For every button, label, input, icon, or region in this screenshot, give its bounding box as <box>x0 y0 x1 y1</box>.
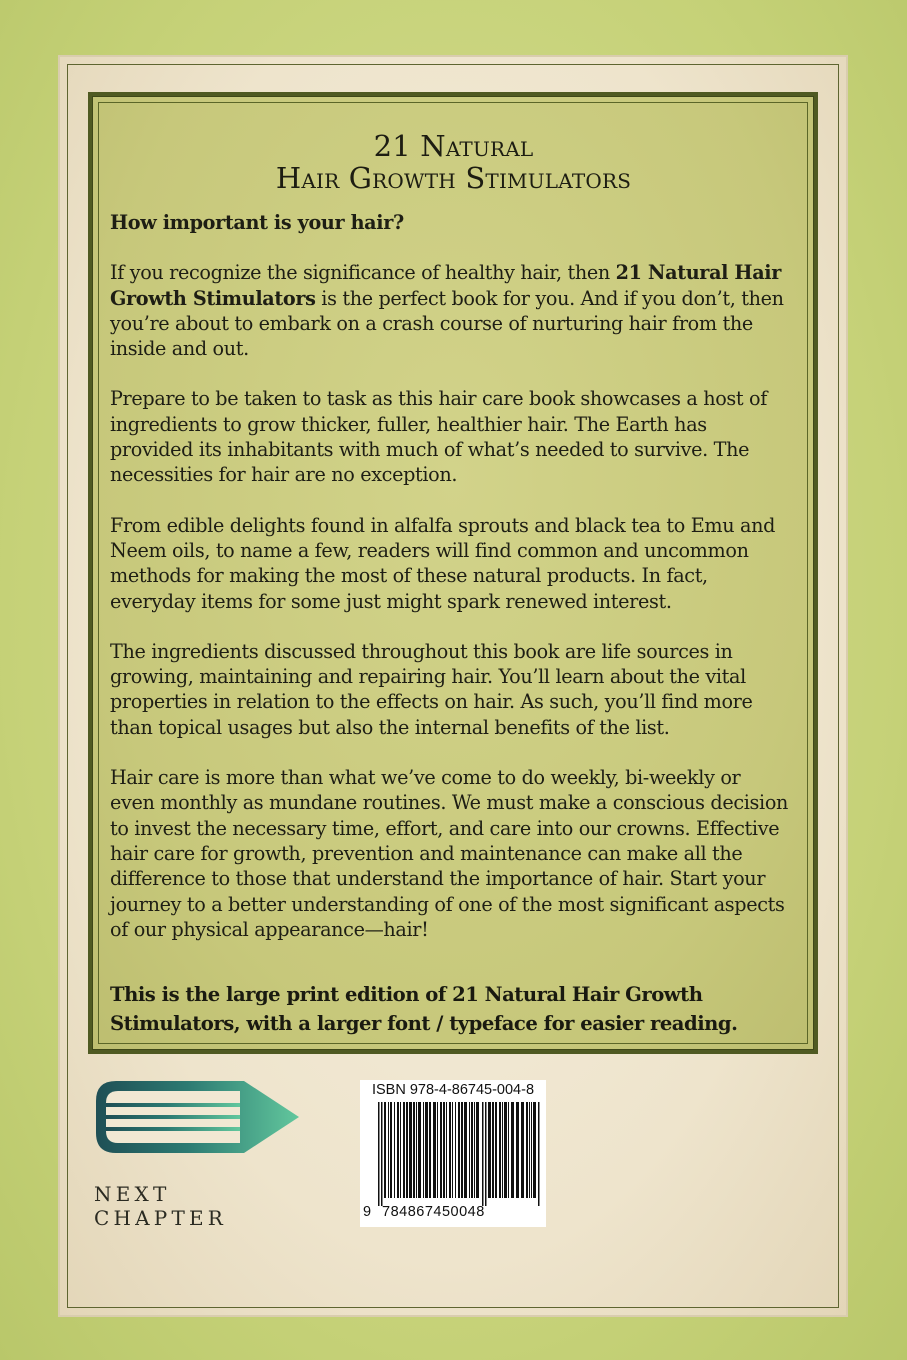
large-print-note: This is the large print edition of 21 Natural Hair Growth Stimulators, with a larger font / typeface for easier reading. <box>110 983 738 1035</box>
blurb-paragraph-5: Hair care is more than what we’ve come to do weekly, bi-weekly or even monthly as mundane routines. We must make a conscious decision to invest the necessary time, effort, and care into our crowns. Effective hair care for growth, prevention and maintenance can make all the difference to those that understand the importance of hair. Start your journey to a better understanding of one of the most significant aspects of our physical appearance—hair! <box>110 766 789 941</box>
blurb-paragraph-3: From edible delights found in alfalfa sprouts and black tea to Emu and Neem oils, to name a few, readers will find common and uncommon methods for making the most of these natural products. In fact, everyday items for some just might spark renewed interest. <box>110 513 776 613</box>
p1-text-start: If you recognize the significance of healthy hair, then <box>110 261 616 285</box>
blurb-paragraph-2: Prepare to be taken to task as this hair care book showcases a host of ingredients to grow thicker, fuller, healthier hair. The Earth has provided its inhabitants with much of what’s needed to survive. The necessities for hair are no exception. <box>110 387 767 487</box>
blurb-paragraph-1 <box>110 260 790 361</box>
isbn-barcode <box>360 1080 546 1227</box>
blurb-question: How important is your hair? <box>110 211 404 234</box>
blurb-text <box>110 210 790 967</box>
barcode-bars <box>364 1102 542 1206</box>
p1-text-end: is the perfect book for you. And if you don’t, then you’re about to embark on a crash course of nurturing hair from the inside and out. <box>110 286 784 361</box>
isbn-label: ISBN 978-4-86745-004-8 <box>371 1082 535 1098</box>
barcode-first-digit: 9 <box>363 1204 372 1220</box>
book-title-line-1: 21 Natural <box>373 129 534 163</box>
p1-book-name: 21 Natural Hair Growth Stimulators <box>110 261 781 310</box>
book-title-line-2: Hair Growth Stimulators <box>275 161 632 195</box>
publisher-name: NEXT CHAPTER <box>94 1182 228 1230</box>
barcode-digit-rest: 784867450048 <box>382 1204 485 1220</box>
blurb-paragraph-4: The ingredients discussed throughout this book are life sources in growing, maintaining and repairing hair. You’ll learn about the vital properties in relation to the effects on hair. As such, you’ll find more than topical usages but also the internal benefits of the list. <box>110 639 753 739</box>
book-arrow-icon <box>94 1077 304 1157</box>
